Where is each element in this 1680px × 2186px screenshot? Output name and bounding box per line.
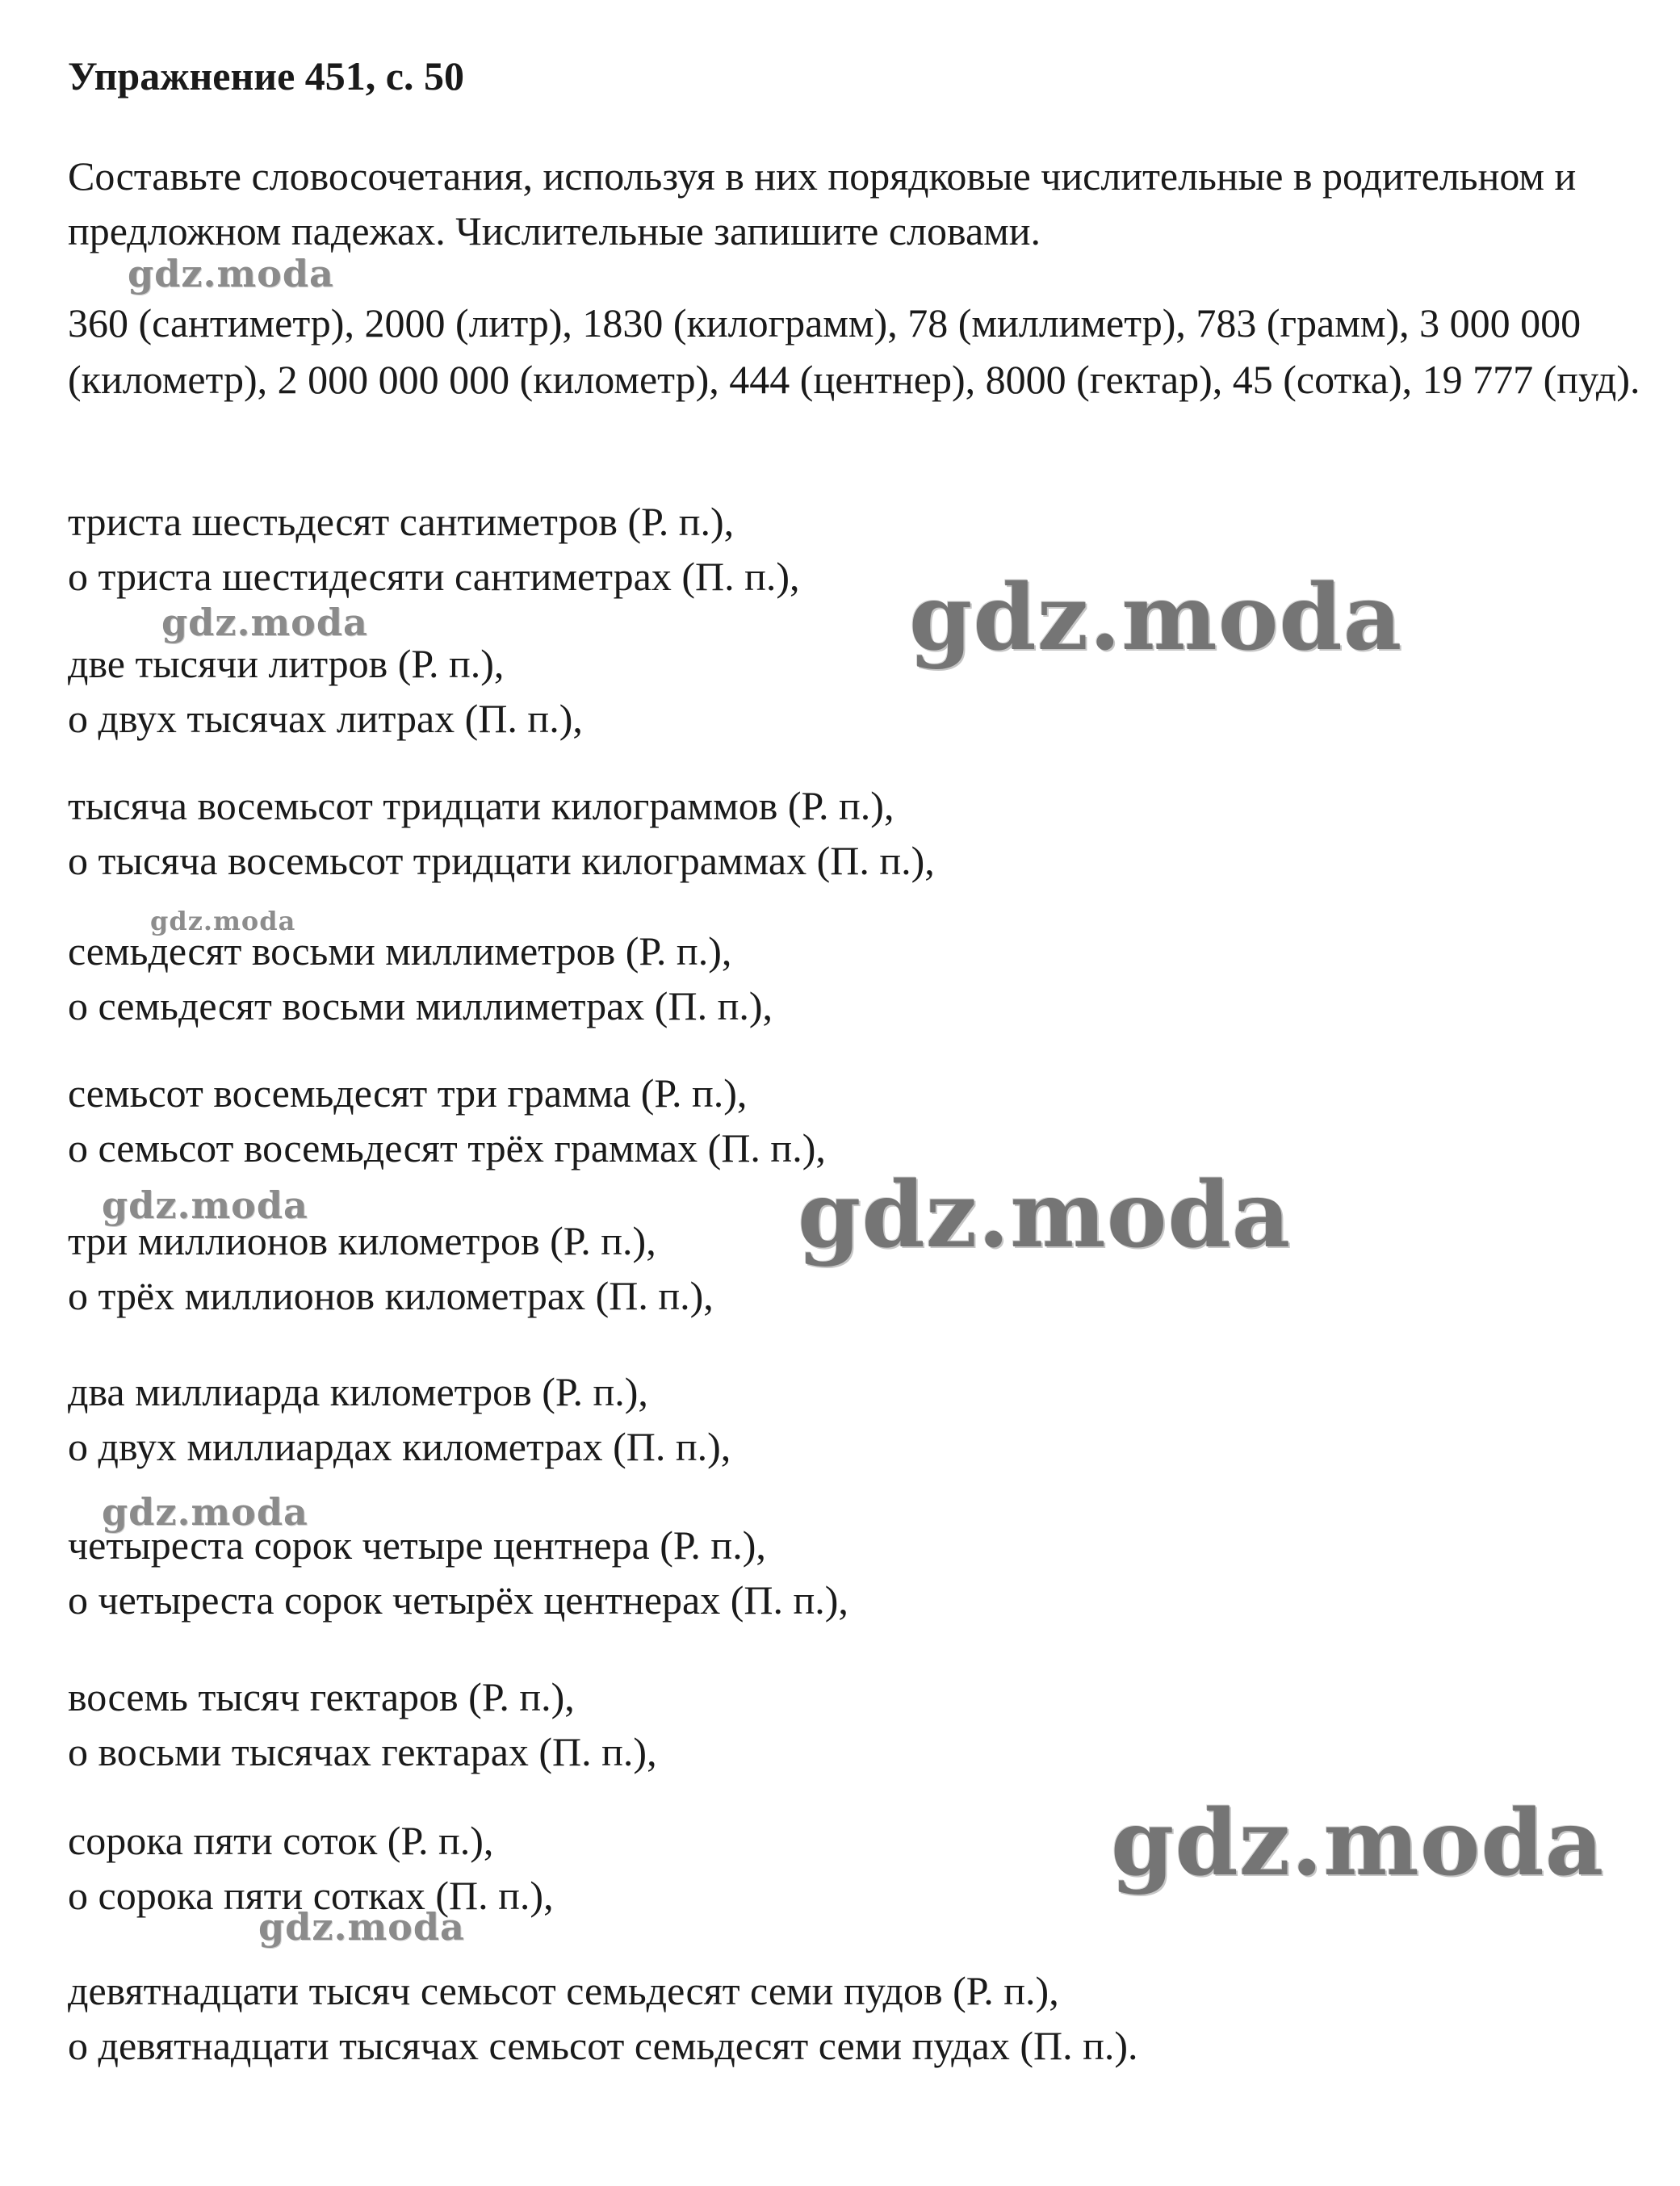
exercise-title: Упражнение 451, с. 50	[68, 53, 464, 98]
answer-item-1	[68, 494, 800, 604]
answer-genitive: сорока пяти соток (Р. п.),	[68, 1818, 494, 1863]
watermark: gdz.moda	[909, 565, 1403, 671]
watermark: gdz.moda	[102, 1183, 308, 1227]
answer-prepositional: о девятнадцати тысячах семьсот семьдесят семи пудах (П. п.).	[68, 2023, 1138, 2068]
answer-genitive: две тысячи литров (Р. п.),	[68, 641, 505, 686]
answer-prepositional: о семьсот восемьдесят трёх граммах (П. п.),	[68, 1125, 826, 1170]
answer-item-4	[68, 923, 773, 1033]
answer-genitive: три миллионов километров (Р. п.),	[68, 1218, 656, 1263]
answer-item-6	[68, 1213, 714, 1323]
answer-item-11	[68, 1963, 1138, 2073]
watermark: gdz.moda	[798, 1162, 1292, 1268]
watermark: gdz.moda	[150, 906, 296, 936]
numbers-list: 360 (сантиметр), 2000 (литр), 1830 (килограмм), 78 (миллиметр), 783 (грамм), 3 000 000 (километр), 2 000 000 000 (километр), 444 (центнер), 8000 (гектар), 45 (сотка), 19 777 (пуд).	[68, 300, 1640, 402]
watermark: gdz.moda	[128, 252, 334, 295]
answer-genitive: семьсот восемьдесят три грамма (Р. п.),	[68, 1070, 748, 1116]
answer-genitive: семьдесят восьми миллиметров (Р. п.),	[68, 928, 732, 974]
answer-genitive: четыреста сорок четыре центнера (Р. п.),	[68, 1522, 766, 1568]
task-text: Составьте словосочетания, используя в них порядковые числительные в родительном и предложном падежах. Числительные запишите словами.	[68, 153, 1577, 253]
answer-prepositional: о сорока пяти сотках (П. п.),	[68, 1873, 554, 1918]
answer-item-8	[68, 1518, 848, 1627]
answer-genitive: тысяча восемьсот тридцати килограммов (Р. п.),	[68, 783, 894, 828]
answer-genitive: восемь тысяч гектаров (Р. п.),	[68, 1674, 575, 1719]
answer-genitive: девятнадцати тысяч семьсот семьдесят семи пудов (Р. п.),	[68, 1968, 1059, 2013]
answer-item-9	[68, 1669, 657, 1779]
answer-prepositional: о двух тысячах литрах (П. п.),	[68, 696, 583, 741]
answer-prepositional: о четыреста сорок четырёх центнерах (П. п.),	[68, 1577, 848, 1623]
answer-prepositional: о семьдесят восьми миллиметрах (П. п.),	[68, 983, 773, 1028]
watermark: gdz.moda	[258, 1905, 465, 1949]
answer-prepositional: о восьми тысячах гектарах (П. п.),	[68, 1729, 657, 1774]
answer-item-2	[68, 636, 583, 746]
answer-prepositional: о триста шестидесяти сантиметрах (П. п.),	[68, 554, 800, 599]
answer-prepositional: о двух миллиардах километрах (П. п.),	[68, 1424, 731, 1469]
answer-genitive: два миллиарда километров (Р. п.),	[68, 1369, 648, 1414]
watermark: gdz.moda	[102, 1490, 308, 1534]
answer-genitive: триста шестьдесят сантиметров (Р. п.),	[68, 499, 735, 544]
answer-prepositional: о тысяча восемьсот тридцати килограммах (П. п.),	[68, 838, 935, 883]
watermark: gdz.moda	[1111, 1790, 1605, 1896]
watermark: gdz.moda	[161, 601, 368, 644]
answer-item-7	[68, 1364, 731, 1474]
answer-prepositional: о трёх миллионов километрах (П. п.),	[68, 1273, 714, 1318]
answer-item-5	[68, 1066, 826, 1175]
answer-item-3	[68, 778, 935, 888]
